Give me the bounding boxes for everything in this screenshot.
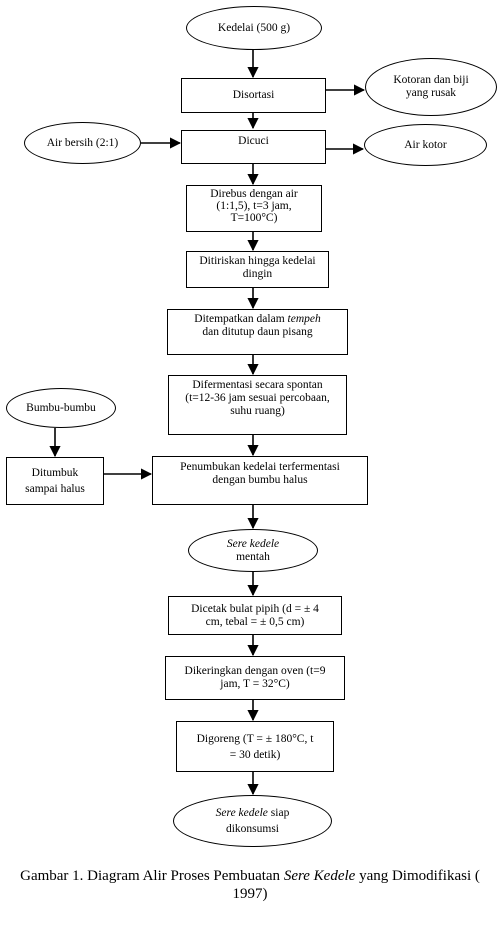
node-digoreng-line1: Digoreng (T = ± 180°C, t	[196, 732, 314, 745]
node-ditumbuk-line2: sampai halus	[25, 483, 85, 495]
node-dicuci	[181, 130, 326, 164]
node-digoreng	[176, 721, 334, 772]
node-penumbukan-line1: Penumbukan kedelai terfermentasi	[180, 461, 340, 473]
node-sere-mentah-italic: Sere kedele	[226, 537, 280, 550]
node-kotoran	[365, 58, 497, 116]
node-kotoran-line1: Kotoran dan biji	[393, 74, 469, 86]
caption-suffix: yang Dimodifikasi (	[355, 868, 480, 884]
node-disortasi-label: Disortasi	[232, 89, 275, 101]
node-ditempatkan-line2: dan ditutup daun pisang	[202, 326, 313, 338]
node-ditiriskan-line2: dingin	[242, 268, 273, 280]
node-air-bersih-label: Air bersih (2:1)	[46, 136, 119, 149]
node-difermentasi-line1: Difermentasi secara spontan	[192, 379, 323, 391]
node-ditiriskan	[186, 251, 329, 288]
node-kedelai-label: Kedelai (500 g)	[217, 21, 291, 34]
node-ditempatkan-prefix: Ditempatkan dalam	[194, 313, 288, 325]
node-kedelai	[186, 6, 322, 50]
node-air-kotor-label: Air kotor	[404, 138, 447, 151]
node-sere-siap-italic: Sere kedele	[215, 807, 268, 819]
node-dicetak-line2: cm, tebal = ± 0,5 cm)	[205, 615, 305, 628]
node-ditempatkan-italic: tempeh	[287, 313, 321, 325]
node-difermentasi-line3: suhu ruang)	[230, 405, 285, 417]
node-kotoran-line2: yang rusak	[405, 87, 457, 99]
node-sere-siap-line1	[216, 805, 290, 821]
caption-italic: Sere Kedele	[283, 868, 356, 884]
node-ditumbuk	[6, 457, 104, 505]
node-bumbu	[6, 388, 116, 428]
node-dikeringkan-line2: jam, T = 32°C)	[220, 678, 290, 690]
node-digoreng-line2: = 30 detik)	[229, 748, 281, 761]
node-ditiriskan-line1: Ditiriskan hingga kedelai	[199, 255, 316, 267]
node-direbus-line2: (1:1,5), t=3 jam,	[216, 200, 292, 212]
node-dicetak-line1: Dicetak bulat pipih (d = ± 4	[191, 602, 319, 615]
node-direbus-line1: Direbus dengan air	[210, 188, 298, 200]
node-ditempatkan-line1	[194, 313, 320, 326]
node-dikeringkan-line1: Dikeringkan dengan oven (t=9	[184, 665, 326, 677]
node-sere-mentah	[188, 529, 318, 572]
node-bumbu-label: Bumbu-bumbu	[26, 401, 96, 414]
figure-caption	[0, 867, 500, 903]
caption-line1	[0, 867, 500, 885]
node-difermentasi	[168, 375, 347, 435]
node-direbus	[186, 185, 322, 232]
node-air-kotor	[364, 124, 487, 166]
node-dicuci-label: Dicuci	[238, 135, 269, 147]
node-ditempatkan	[167, 309, 348, 355]
caption-prefix: Gambar 1. Diagram Alir Proses Pembuatan	[20, 868, 284, 884]
node-disortasi	[181, 78, 326, 113]
caption-line2: 1997)	[232, 886, 268, 902]
node-sere-siap-line2: dikonsumsi	[225, 823, 280, 835]
node-sere-siap	[173, 795, 332, 847]
node-penumbukan	[152, 456, 368, 505]
node-sere-mentah-line2: mentah	[236, 550, 270, 563]
node-dicetak	[168, 596, 342, 635]
node-sere-siap-suffix: siap	[267, 807, 290, 819]
node-penumbukan-line2: dengan bumbu halus	[212, 474, 308, 486]
node-direbus-line3: T=100°C)	[230, 212, 278, 224]
node-difermentasi-line2: (t=12-36 jam sesuai percobaan,	[185, 392, 330, 404]
node-air-bersih	[24, 122, 141, 164]
node-ditumbuk-line1: Ditumbuk	[31, 467, 79, 479]
node-dikeringkan	[165, 656, 345, 700]
